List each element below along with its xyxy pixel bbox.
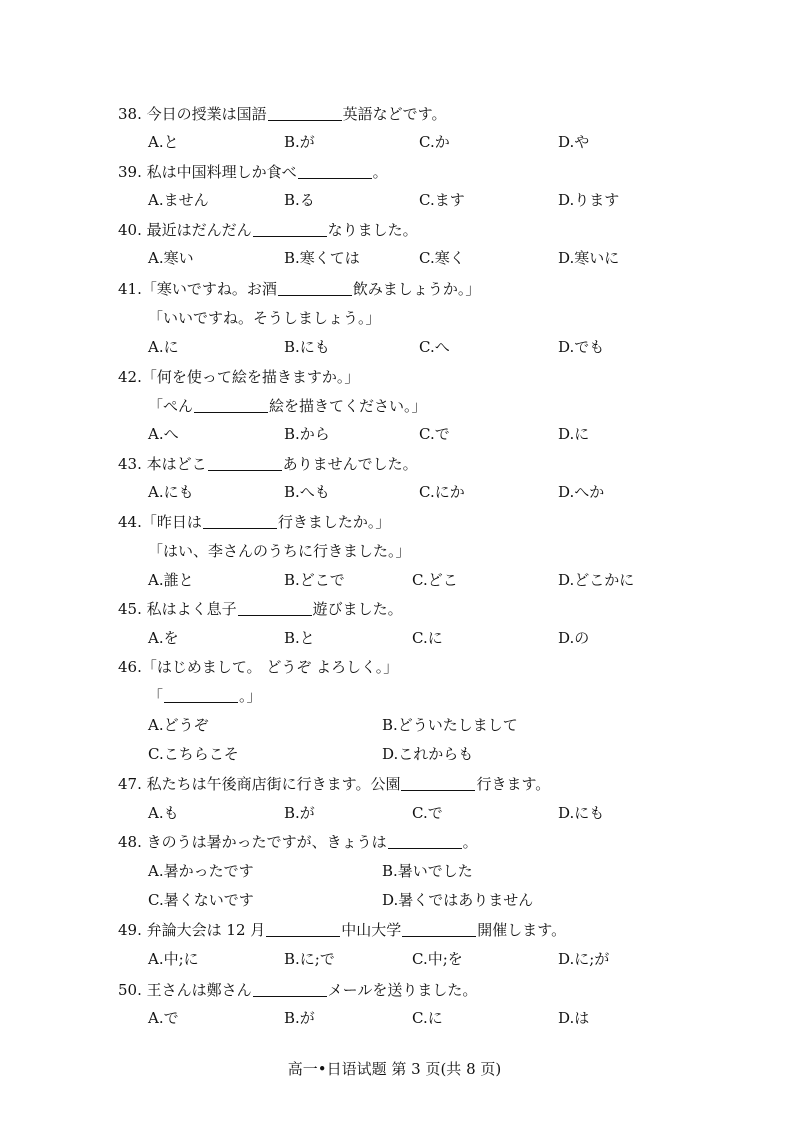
options-45 <box>148 628 708 648</box>
answer-blank <box>238 600 312 616</box>
answer-blank <box>266 921 340 937</box>
option-d: D.にも <box>558 804 605 822</box>
question-46-reply: 「 。」 <box>148 687 262 705</box>
option-a: A.暑かったです <box>148 862 254 880</box>
option-c: C.暑くないです <box>148 891 254 909</box>
answer-blank <box>203 513 277 529</box>
option-c: C.で <box>412 804 443 822</box>
option-d: D.や <box>558 133 590 151</box>
options-41 <box>148 337 708 357</box>
answer-blank <box>401 775 475 791</box>
options-46-row2 <box>148 744 708 764</box>
option-c: C.どこ <box>412 571 458 589</box>
option-d: D.寒いに <box>558 249 620 267</box>
option-d: D.に <box>558 425 590 443</box>
option-c: C.中;を <box>412 950 463 968</box>
answer-blank <box>194 397 268 413</box>
option-d: D.これからも <box>382 745 474 763</box>
question-48: 48. きのうは暑かったですが、きょうは 。 <box>118 833 478 851</box>
answer-blank <box>253 221 327 237</box>
options-48-row2 <box>148 890 708 910</box>
options-47 <box>148 803 708 823</box>
option-c: C.こちらこそ <box>148 745 239 763</box>
option-b: B.が <box>284 1009 315 1027</box>
option-a: A.寒い <box>148 249 194 267</box>
question-50: 50. 王さんは鄭さん メールを送りました。 <box>118 981 478 999</box>
option-c: C.に <box>412 629 443 647</box>
option-a: A.を <box>148 629 179 647</box>
option-a: A.と <box>148 133 179 151</box>
option-c: C.か <box>419 133 450 151</box>
option-a: A.誰と <box>148 571 194 589</box>
question-44-reply: 「はい、李さんのうちに行きました。」 <box>148 542 411 560</box>
option-b: B.る <box>284 191 315 209</box>
answer-blank <box>268 105 342 121</box>
option-d: D.へか <box>558 483 605 501</box>
options-39 <box>148 190 708 210</box>
page-footer: 高一•日语试题 第 3 页(共 8 页) <box>287 1060 502 1078</box>
option-d: D.暑くではありません <box>382 891 534 909</box>
option-d: D.の <box>558 629 590 647</box>
answer-blank <box>164 687 238 703</box>
option-a: A.に <box>148 338 179 356</box>
option-a: A.へ <box>148 425 179 443</box>
option-d: D.でも <box>558 338 605 356</box>
question-40: 40. 最近はだんだん なりました。 <box>118 221 418 239</box>
option-b: B.にも <box>284 338 330 356</box>
options-43 <box>148 482 708 502</box>
options-42 <box>148 424 708 444</box>
option-a: A.にも <box>148 483 194 501</box>
options-50 <box>148 1008 708 1028</box>
question-49: 49. 弁論大会は 12 月 中山大学 開催します。 <box>118 921 567 939</box>
option-b: B.どこで <box>284 571 345 589</box>
option-a: A.も <box>148 804 179 822</box>
option-b: B.から <box>284 425 330 443</box>
question-38: 38. 今日の授業は国語 英語などです。 <box>118 105 447 123</box>
question-43: 43. 本はどこ ありませんでした。 <box>118 455 418 473</box>
options-48-row1 <box>148 861 708 881</box>
answer-blank <box>278 280 352 296</box>
option-a: A.中;に <box>148 950 199 968</box>
question-41-reply: 「いいですね。そうしましょう。」 <box>148 309 381 327</box>
option-c: C.寒く <box>419 249 465 267</box>
option-d: D.は <box>558 1009 590 1027</box>
option-c: C.にか <box>419 483 465 501</box>
option-b: B.へも <box>284 483 330 501</box>
option-a: A.どうぞ <box>148 716 209 734</box>
answer-blank <box>298 163 372 179</box>
option-c: C.へ <box>419 338 450 356</box>
question-42-reply: 「ぺん 絵を描きてください。」 <box>148 397 427 415</box>
question-46: 46.「はじめまして。 どうぞ よろしく。」 <box>118 658 399 676</box>
question-41: 41.「寒いですね。お酒 飲みましょうか。」 <box>118 280 481 298</box>
options-44 <box>148 570 708 590</box>
option-a: A.ません <box>148 191 209 209</box>
answer-blank <box>208 455 282 471</box>
answer-blank <box>402 921 476 937</box>
option-c: C.に <box>412 1009 443 1027</box>
option-d: D.どこかに <box>558 571 635 589</box>
options-40 <box>148 248 708 268</box>
option-b: B.が <box>284 804 315 822</box>
question-47: 47. 私たちは午後商店街に行きます。公園 行きます。 <box>118 775 551 793</box>
answer-blank <box>388 833 462 849</box>
option-b: B.に;で <box>284 950 335 968</box>
option-b: B.と <box>284 629 315 647</box>
option-b: B.寒くては <box>284 249 360 267</box>
option-b: B.が <box>284 133 315 151</box>
option-c: C.で <box>419 425 450 443</box>
options-49 <box>148 949 708 969</box>
question-42: 42.「何を使って絵を描きますか。」 <box>118 368 360 386</box>
option-d: D.に;が <box>558 950 610 968</box>
option-d: D.ります <box>558 191 620 209</box>
question-44: 44.「昨日は 行きましたか。」 <box>118 513 391 531</box>
options-46-row1 <box>148 715 708 735</box>
option-a: A.で <box>148 1009 179 1027</box>
option-b: B.どういたしまして <box>382 716 518 734</box>
options-38 <box>148 132 708 152</box>
answer-blank <box>253 981 327 997</box>
question-45: 45. 私はよく息子 遊びました。 <box>118 600 403 618</box>
option-c: C.ます <box>419 191 465 209</box>
option-b: B.暑いでした <box>382 862 473 880</box>
question-39: 39. 私は中国料理しか食べ 。 <box>118 163 388 181</box>
